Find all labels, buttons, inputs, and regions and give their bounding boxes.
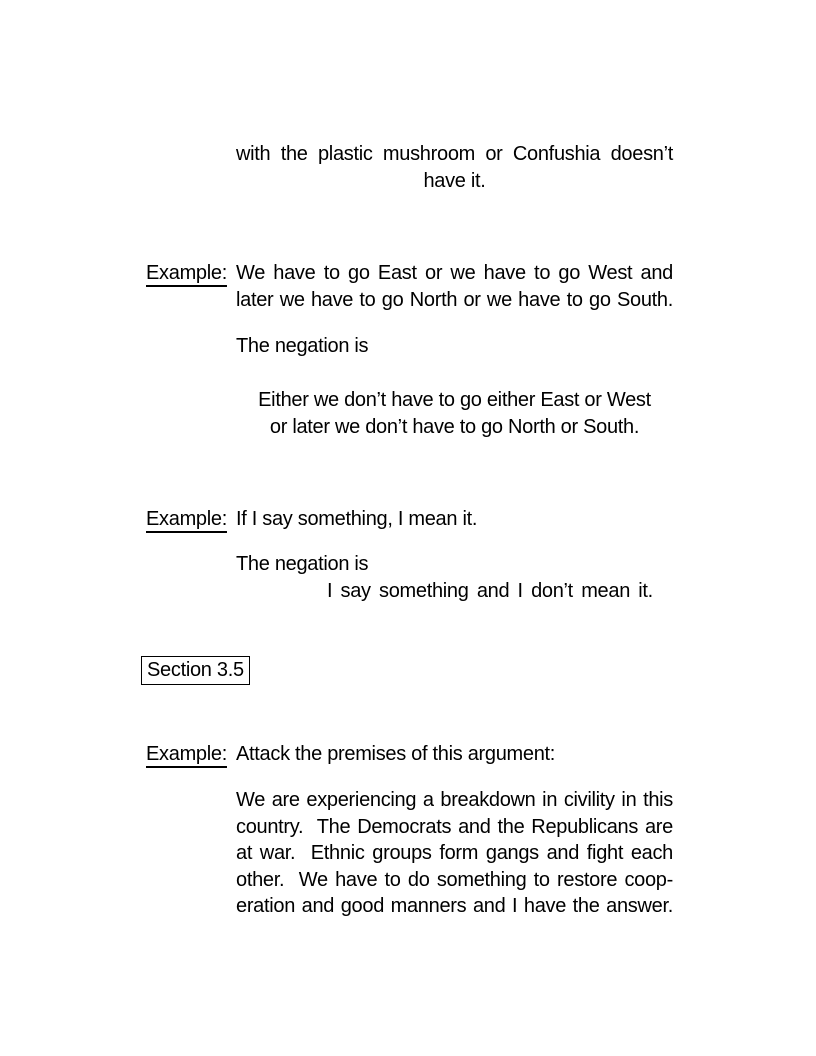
text-line: have it. <box>423 169 486 192</box>
section-heading: Section 3.5 <box>141 656 250 685</box>
example-label: Example: <box>146 508 227 530</box>
negation-1-centered <box>236 387 673 440</box>
negation-intro-1: The negation is <box>236 335 369 357</box>
example-label: Example: <box>146 743 227 765</box>
example-1-body <box>236 260 673 313</box>
text-line: country. The Democrats and the Republicans are <box>236 815 673 838</box>
example-3-body: Attack the premises of this argument: <box>236 743 556 765</box>
text-line: eration and good manners and I have the answer. <box>236 895 673 918</box>
text-line: at war. Ethnic groups form gangs and fight each <box>236 842 673 865</box>
argument-paragraph <box>236 787 673 920</box>
negation-2 <box>236 551 673 604</box>
text-line: later we have to go North or we have to go South. <box>236 288 673 311</box>
example-2-body: If I say something, I mean it. <box>236 508 478 530</box>
text-line: I say something and I don’t mean it. <box>327 579 653 602</box>
continuation-paragraph <box>236 141 673 194</box>
text-line: The negation is <box>236 553 369 575</box>
text-line: We have to go East or we have to go West and <box>236 262 673 284</box>
text-line: other. We have to do something to restore coop- <box>236 868 673 891</box>
example-label: Example: <box>146 262 227 284</box>
text-line: We are experiencing a breakdown in civility in this <box>236 789 673 811</box>
text-line: with the plastic mushroom or Confushia doesn’t <box>236 143 673 165</box>
text-line: Either we don’t have to go either East or West <box>258 389 651 411</box>
text-line: or later we don’t have to go North or South. <box>269 415 640 438</box>
